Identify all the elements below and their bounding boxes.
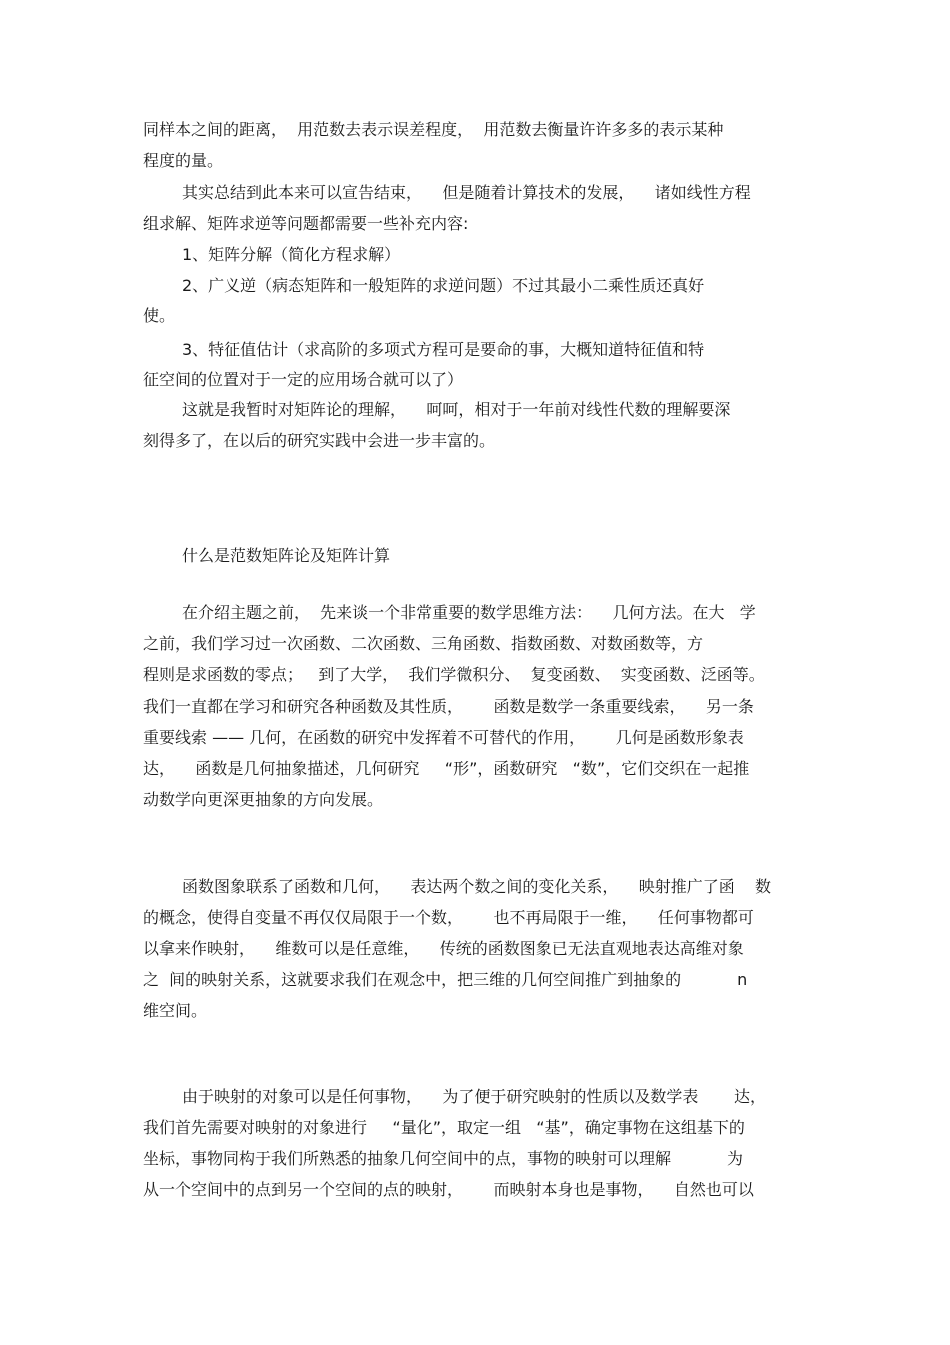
- section-title: 什么是范数矩阵论及矩阵计算: [182, 546, 391, 565]
- text-line: 之 间的映射关系，这就要求我们在观念中，把三维的几何空间推广到抽象的 n: [143, 970, 748, 989]
- list-item: 1、矩阵分解（简化方程求解）: [182, 245, 401, 264]
- list-item: 2、广义逆（病态矩阵和一般矩阵的求逆问题）不过其最小二乘性质还真好: [182, 276, 705, 295]
- text-line: 这就是我暂时对矩阵论的理解， 呵呵，相对于一年前对线性代数的理解要深: [182, 400, 731, 419]
- text-line: 从一个空间中的点到另一个空间的点的映射， 而映射本身也是事物， 自然也可以: [143, 1180, 754, 1199]
- list-item: 使。: [143, 306, 176, 325]
- text-line: 我们首先需要对映射的对象进行 “量化”，取定一组 “基”，确定事物在这组基下的: [143, 1118, 745, 1137]
- text-line: 程则是求函数的零点； 到了大学， 我们学微积分、 复变函数、 实变函数、泛函等。: [143, 665, 765, 684]
- list-item: 3、特征值估计（求高阶的多项式方程可是要命的事，大概知道特征值和特: [182, 340, 705, 359]
- text-line: 动数学向更深更抽象的方向发展。: [143, 790, 384, 809]
- text-line: 维空间。: [143, 1001, 208, 1020]
- text-line: 之前，我们学习过一次函数、二次函数、三角函数、指数函数、对数函数等，方: [143, 634, 704, 653]
- list-item: 征空间的位置对于一定的应用场合就可以了）: [143, 370, 464, 389]
- text-line: 坐标，事物同构于我们所熟悉的抽象几何空间中的点，事物的映射可以理解 为: [143, 1149, 743, 1168]
- text-line: 刻得多了，在以后的研究实践中会进一步丰富的。: [143, 431, 496, 450]
- text-line: 组求解、矩阵求逆等问题都需要一些补充内容:: [143, 214, 469, 233]
- text-line: 程度的量。: [143, 151, 224, 170]
- text-line: 函数图象联系了函数和几何， 表达两个数之间的变化关系， 映射推广了函 数: [182, 877, 772, 896]
- text-line: 同样本之间的距离， 用范数去表示误差程度， 用范数去衡量许许多多的表示某种: [143, 120, 724, 139]
- text-line: 在介绍主题之前， 先来谈一个非常重要的数学思维方法： 几何方法。在大 学: [182, 603, 756, 622]
- text-line: 其实总结到此本来可以宣告结束， 但是随着计算技术的发展， 诸如线性方程: [182, 183, 751, 202]
- text-line: 重要线索 —— 几何，在函数的研究中发挥着不可替代的作用， 几何是函数形象表: [143, 728, 744, 747]
- text-line: 我们一直都在学习和研究各种函数及其性质， 函数是数学一条重要线索， 另一条: [143, 697, 754, 716]
- text-line: 达， 函数是几何抽象描述，几何研究 “形”，函数研究 “数”，它们交织在一起推: [143, 759, 750, 778]
- text-line: 的概念，使得自变量不再仅仅局限于一个数， 也不再局限于一维， 任何事物都可: [143, 908, 754, 927]
- text-line: 由于映射的对象可以是任何事物， 为了便于研究映射的性质以及数学表 达，: [182, 1087, 766, 1106]
- text-line: 以拿来作映射， 维数可以是任意维， 传统的函数图象已无法直观地表达高维对象: [143, 939, 744, 958]
